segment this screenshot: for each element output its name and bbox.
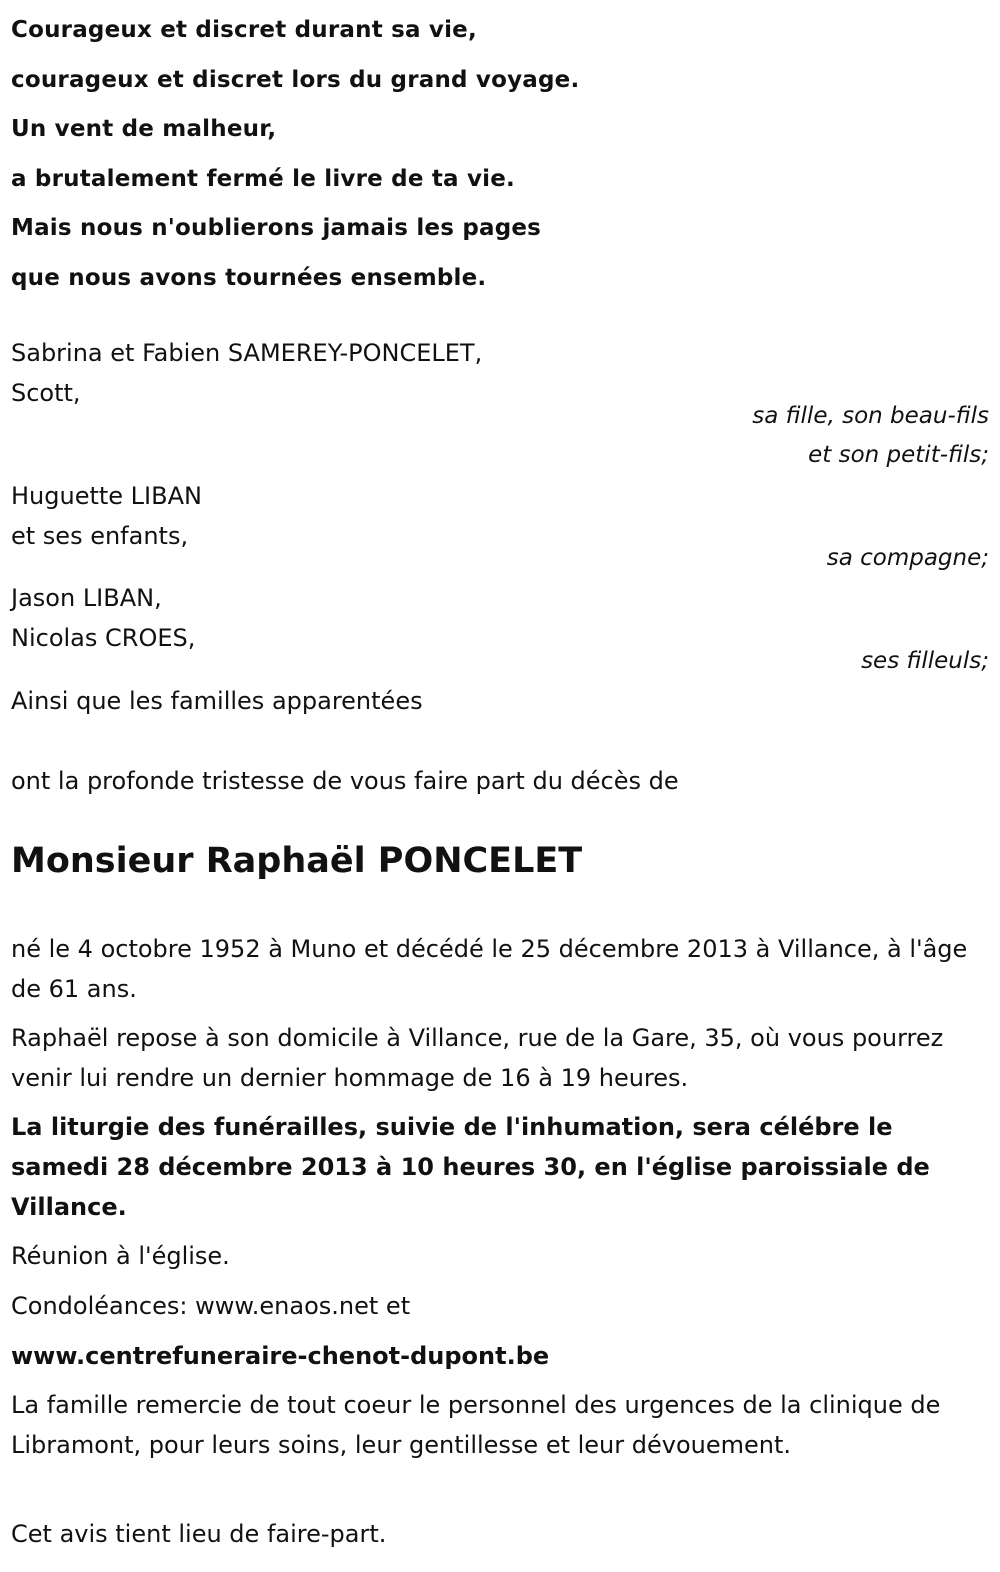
poem-line: Mais nous n'oublierons jamais les pages bbox=[11, 215, 542, 241]
poem-line: courageux et discret lors du grand voyage. bbox=[11, 66, 580, 93]
family-name: Jason LIBAN, bbox=[11, 584, 162, 612]
wake-info: Raphaël repose à son domicile à Villance, rue de la Gare, 35, où vous pourrez venir lui rendre un dernier hommage de 16 à 19 heures. bbox=[11, 1024, 944, 1092]
family-name: Scott, bbox=[11, 379, 81, 407]
deceased-name: Monsieur Raphaël PONCELET bbox=[11, 841, 583, 881]
poem-line: a brutalement fermé le livre de ta vie. bbox=[11, 165, 515, 192]
poem-line: Un vent de malheur, bbox=[11, 116, 277, 142]
website-link[interactable]: www.centrefuneraire-chenot-dupont.be bbox=[11, 1342, 550, 1370]
poem bbox=[11, 6, 989, 303]
condolences-info: Condoléances: www.enaos.net et bbox=[11, 1292, 411, 1320]
meeting-info: Réunion à l'église. bbox=[11, 1242, 230, 1270]
poem-line: Courageux et discret durant sa vie, bbox=[11, 17, 477, 43]
family-name: Huguette LIBAN bbox=[11, 482, 202, 510]
family-name: Sabrina et Fabien SAMEREY-PONCELET, bbox=[11, 339, 483, 367]
family-relation: sa fille, son beau-fils bbox=[752, 403, 989, 429]
thanks-message: La famille remercie de tout coeur le personnel des urgences de la clinique de Libramont, pour leurs soins, leur gentillesse et leur dévouement. bbox=[11, 1391, 941, 1459]
relatives-line: Ainsi que les familles apparentées bbox=[11, 687, 423, 715]
family-relation: et son petit-fils; bbox=[808, 442, 989, 468]
poem-line: que nous avons tournées ensemble. bbox=[11, 264, 487, 291]
funeral-info: La liturgie des funérailles, suivie de l'inhumation, sera célébre le samedi 28 décembre 2013 à 10 heures 30, en l'église paroissiale de Villance. bbox=[11, 1113, 930, 1221]
announcement: ont la profonde tristesse de vous faire part du décès de bbox=[11, 767, 679, 795]
family-name: et ses enfants, bbox=[11, 522, 189, 550]
family-relation: sa compagne; bbox=[826, 545, 989, 571]
closing-note: Cet avis tient lieu de faire-part. bbox=[11, 1520, 387, 1548]
family-name: Nicolas CROES, bbox=[11, 624, 196, 652]
birth-death-info: né le 4 octobre 1952 à Muno et décédé le 25 décembre 2013 à Villance, à l'âge de 61 ans. bbox=[11, 935, 968, 1003]
family-relation: ses filleuls; bbox=[861, 648, 989, 674]
